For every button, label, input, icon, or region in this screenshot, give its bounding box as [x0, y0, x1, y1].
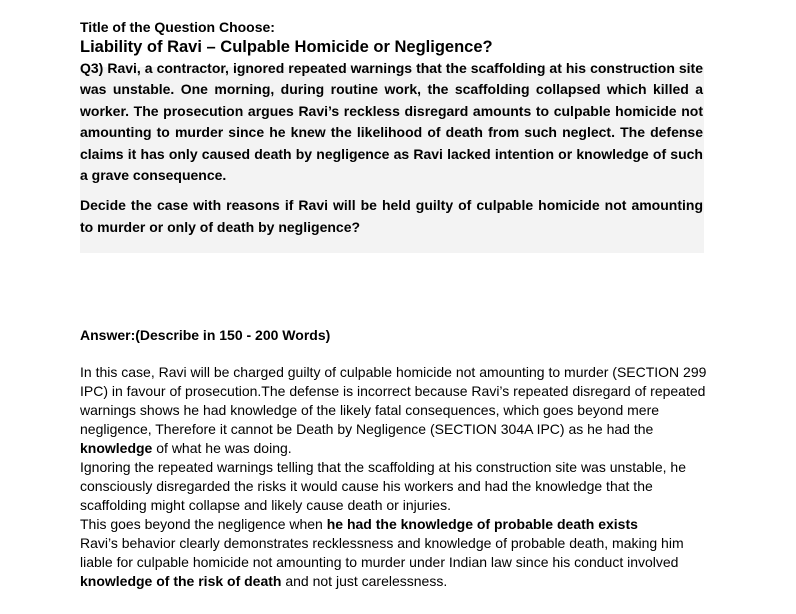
answer-bold-text: he had the knowledge of probable death exists — [326, 516, 638, 532]
question-section — [80, 14, 704, 253]
answer-text: Ravi’s behavior clearly demonstrates recklessness and knowledge of probable death, making him liable for culpable homicide not amounting to murder under Indian law since his conduct involved — [80, 535, 684, 570]
question-body: Q3) Ravi, a contractor, ignored repeated warnings that the scaffolding at his construction site was unstable. One morning, during routine work, the scaffolding collapsed which killed a worker. The prosecution argues Ravi’s reckless disregard amounts to culpable homicide not amounting to murder since he knew the likelihood of death from such neglect. The defense claims it has only caused death by negligence as Ravi lacked intention or knowledge of such a grave consequence. — [80, 60, 703, 184]
answer-text: and not just carelessness. — [281, 573, 448, 589]
answer-text: This goes beyond the negligence when — [80, 516, 327, 532]
answer-bold-text: knowledge of the risk of death — [80, 573, 282, 589]
answer-paragraph-1 — [80, 363, 710, 458]
answer-text: In this case, Ravi will be charged guilty of culpable homicide not amounting to murder (SECTION 299 IPC) in favour of prosecution.The defense is incorrect because Ravi’s repeated disregard of repeated warnings shows he had knowledge of the likely fatal consequences, which goes beyond mere negligence, Therefore it cannot be Death by Negligence (SECTION 304A IPC) as he had the — [80, 364, 707, 437]
answer-text: of what he was doing. — [152, 440, 292, 456]
answer-paragraph-3 — [80, 515, 710, 534]
answer-paragraph-4 — [80, 534, 710, 591]
answer-bold-text: knowledge — [80, 440, 153, 456]
answer-paragraph-2: Ignoring the repeated warnings telling that the scaffolding at his construction site was unstable, he consciously disregarded the risks it would cause his workers and had the knowledge that the scaffolding might collapse and likely cause death or injuries. — [80, 459, 687, 513]
answer-body — [80, 363, 710, 591]
question-decide-prompt: Decide the case with reasons if Ravi will be held guilty of culpable homicide not amounting to murder or only of death by negligence? — [80, 197, 703, 235]
answer-label: Answer:(Describe in 150 - 200 Words) — [80, 327, 331, 343]
question-heading: Liability of Ravi – Culpable Homicide or Negligence? — [80, 38, 493, 56]
question-title-label: Title of the Question Choose: — [80, 19, 275, 35]
